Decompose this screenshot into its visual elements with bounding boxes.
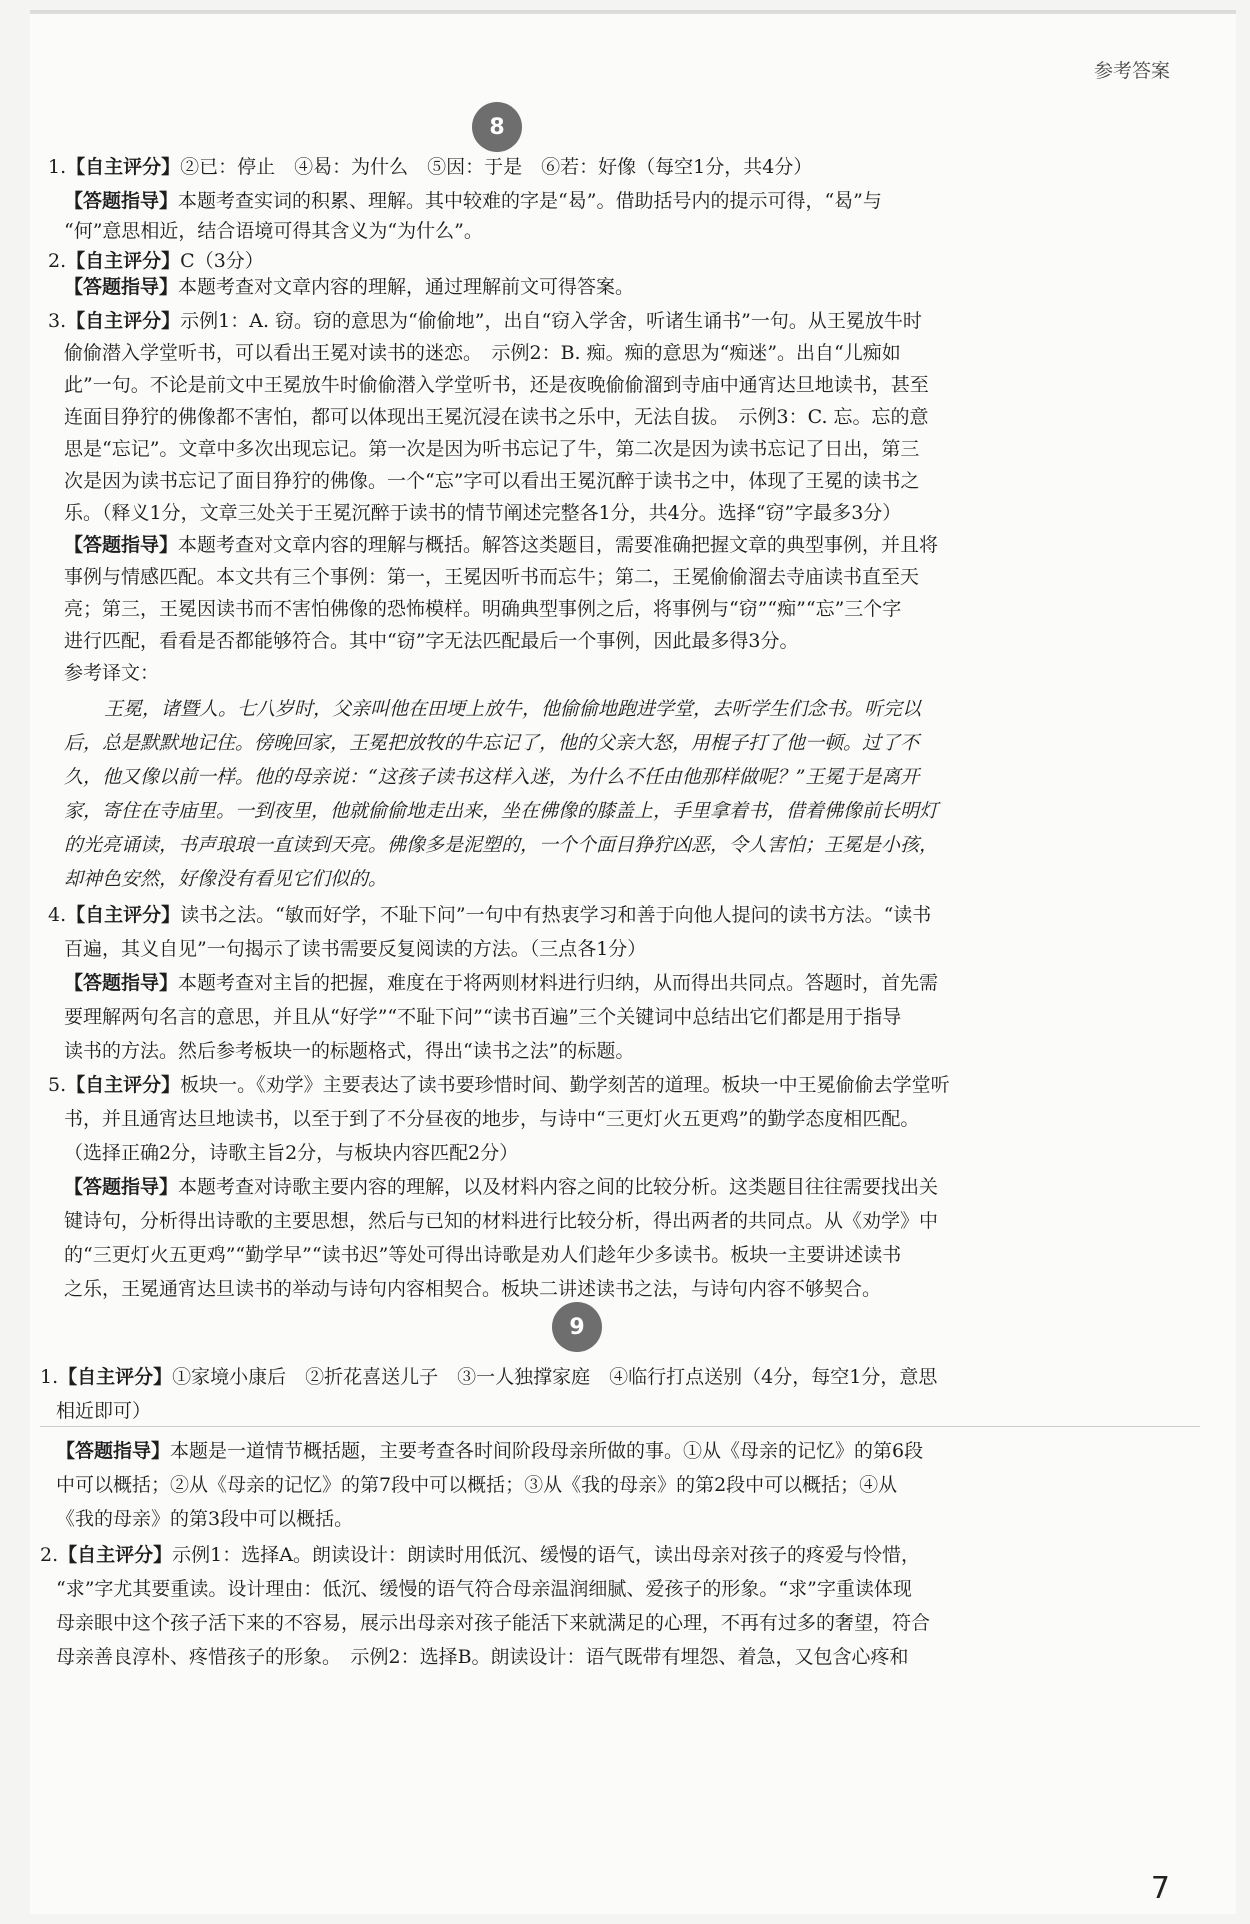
text-line: 母亲眼中这个孩子活下来的不容易，展示出母亲对孩子能活下来就满足的心理，不再有过多的奢望，符合 [56, 1612, 931, 1634]
self-score-text: C（3分） [180, 250, 264, 272]
q4-score-line [48, 900, 931, 927]
translation-line: 家，寄住在寺庙里。一到夜里，他就偷偷地走出来，坐在佛像的膝盖上，手里拿着书，借着佛像前长明灯 [64, 800, 939, 822]
guide-tag: 【答题指导】 [64, 1176, 179, 1198]
translation-line: 王冕，诸暨人。七八岁时，父亲叫他在田埂上放牛，他偷偷地跑进学堂，去听学生们念书。听完以 [104, 698, 922, 720]
text-line: 读书的方法。然后参考板块一的标题格式，得出“读书之法”的标题。 [64, 1040, 635, 1062]
q2-guide-line [64, 272, 634, 299]
text-line: 母亲善良淳朴、疼惜孩子的形象。 示例2：选择B。朗读设计：语气既带有埋怨、着急，又包含心疼和 [56, 1646, 909, 1668]
text-line: 进行匹配，看看是否都能够符合。其中“窃”字无法匹配最后一个事例，因此最多得3分。 [64, 630, 799, 652]
translation-line: 的光亮诵读，书声琅琅一直读到天亮。佛像多是泥塑的，一个个面目狰狞凶恶，令人害怕；王冕是小孩， [64, 834, 939, 856]
text-line: 偷偷潜入学堂听书，可以看出王冕对读书的迷恋。 示例2：B. 痴。痴的意思为“痴迷”。出自“儿痴如 [64, 342, 901, 364]
self-score-tag: 【自主评分】 [66, 250, 181, 272]
translation-line: 后，总是默默地记住。傍晚回家，王冕把放牧的牛忘记了，他的父亲大怒，用棍子打了他一顿。过了不 [64, 732, 920, 754]
self-score-text: 读书之法。“敏而好学，不耻下问”一句中有热衷学习和善于向他人提问的读书方法。“读书 [180, 904, 932, 926]
guide-tag: 【答题指导】 [64, 972, 179, 994]
question-number: 1. [40, 1366, 59, 1388]
self-score-text: 板块一。《劝学》主要表达了读书要珍惜时间、勤学刻苦的道理。板块一中王冕偷偷去学堂听 [180, 1074, 950, 1096]
text-line: “求”字尤其要重读。设计理由：低沉、缓慢的语气符合母亲温润细腻、爱孩子的形象。“求”字重读体现 [56, 1578, 912, 1600]
q4-guide-line [64, 968, 938, 995]
self-score-tag: 【自主评分】 [66, 156, 181, 178]
translation-line: 却神色安然，好像没有看见它们似的。 [64, 868, 388, 890]
text-line: 中可以概括；②从《母亲的记忆》的第7段中可以概括；③从《我的母亲》的第2段中可以概括；④从 [56, 1474, 898, 1496]
guide-text: 本题考查对文章内容的理解与概括。解答这类题目，需要准确把握文章的典型事例，并且将 [178, 534, 939, 556]
s9-q1-score-line [40, 1362, 937, 1389]
guide-tag: 【答题指导】 [64, 190, 179, 212]
guide-text-line: “何”意思相近，结合语境可得其含义为“为什么”。 [64, 220, 483, 242]
guide-text: 本题考查实词的积累、理解。其中较难的字是“曷”。借助括号内的提示可得，“曷”与 [178, 190, 882, 212]
q1-score-line [48, 152, 812, 179]
text-line: 书，并且通宵达旦地读书，以至于到了不分昼夜的地步，与诗中“三更灯火五更鸡”的勤学态度相匹配。 [64, 1108, 920, 1130]
self-score-text: ①家境小康后 ②折花喜送儿子 ③一人独撑家庭 ④临行打点送别（4分，每空1分，意思 [172, 1366, 938, 1388]
self-score-text: ②已：停止 ④曷：为什么 ⑤因：于是 ⑥若：好像（每空1分，共4分） [180, 156, 813, 178]
self-score-tag: 【自主评分】 [58, 1366, 173, 1388]
text-line: 要理解两句名言的意思，并且从“好学”“不耻下问”“读书百遍”三个关键词中总结出它们都是用于指导 [64, 1006, 902, 1028]
text-line: 百遍，其义自见”一句揭示了读书需要反复阅读的方法。（三点各1分） [64, 938, 647, 960]
question-number: 5. [48, 1074, 67, 1096]
guide-text: 本题考查对诗歌主要内容的理解，以及材料内容之间的比较分析。这类题目往往需要找出关 [178, 1176, 939, 1198]
self-score-tag: 【自主评分】 [66, 310, 181, 332]
s9-q1-guide-line [56, 1436, 923, 1463]
text-line: 亮；第三，王冕因读书而不害怕佛像的恐怖模样。明确典型事例之后，将事例与“窃”“痴”“忘”三个字 [64, 598, 902, 620]
text-line: 思是“忘记”。文章中多次出现忘记。第一次是因为听书忘记了牛，第二次是因为读书忘记了日出，第三 [64, 438, 920, 460]
self-score-text: 示例1：A. 窃。窃的意思为“偷偷地”，出自“窃入学舍，听诸生诵书”一句。从王冕放牛时 [180, 310, 922, 332]
question-number: 1. [48, 156, 67, 178]
self-score-tag: 【自主评分】 [66, 904, 181, 926]
page-number: 7 [1150, 1871, 1170, 1906]
reference-translation-label: 参考译文： [64, 662, 160, 684]
text-line: 事例与情感匹配。本文共有三个事例：第一，王冕因听书而忘牛；第二，王冕偷偷溜去寺庙读书直至天 [64, 566, 920, 588]
question-number: 2. [40, 1544, 59, 1566]
question-number: 3. [48, 310, 67, 332]
guide-tag: 【答题指导】 [64, 534, 179, 556]
question-number: 4. [48, 904, 67, 926]
text-line: 次是因为读书忘记了面目狰狞的佛像。一个“忘”字可以看出王冕沉醉于读书之中，体现了王冕的读书之 [64, 470, 920, 492]
text-line: 《我的母亲》的第3段中可以概括。 [56, 1508, 354, 1530]
q1-guide-line [64, 186, 882, 213]
text-line: 的“三更灯火五更鸡”“勤学早”“读书迟”等处可得出诗歌是劝人们趁年少多读书。板块一主要讲述读书 [64, 1244, 902, 1266]
text-line: 此”一句。不论是前文中王冕放牛时偷偷潜入学堂听书，还是夜晚偷偷溜到寺庙中通宵达旦地读书，甚至 [64, 374, 929, 396]
question-number: 2. [48, 250, 67, 272]
self-score-tag: 【自主评分】 [58, 1544, 173, 1566]
guide-text: 本题考查对文章内容的理解，通过理解前文可得答案。 [178, 276, 635, 298]
guide-tag: 【答题指导】 [56, 1440, 171, 1462]
q2-score-line [48, 246, 264, 273]
guide-tag: 【答题指导】 [64, 276, 179, 298]
q5-score-line [48, 1070, 950, 1097]
text-line: （选择正确2分，诗歌主旨2分，与板块内容匹配2分） [64, 1142, 519, 1164]
q5-guide-line [64, 1172, 938, 1199]
section-9-badge: 9 [552, 1302, 602, 1352]
q3-score-line [48, 306, 922, 333]
q3-guide-line [64, 530, 938, 557]
self-score-text: 示例1：选择A。朗读设计：朗读时用低沉、缓慢的语气，读出母亲对孩子的疼爱与怜惜， [172, 1544, 920, 1566]
text-line: 连面目狰狞的佛像都不害怕，都可以体现出王冕沉浸在读书之乐中，无法自拔。 示例3：C. 忘。忘的意 [64, 406, 929, 428]
page-header-title: 参考答案 [1093, 60, 1170, 82]
section-8-badge: 8 [472, 102, 522, 152]
text-line: 乐。（释义1分，文章三处关于王冕沉醉于读书的情节阐述完整各1分，共4分。选择“窃”字最多3分） [64, 502, 902, 524]
text-line: 相近即可） [56, 1400, 152, 1422]
text-line: 之乐，王冕通宵达旦读书的举动与诗句内容相契合。板块二讲述读书之法，与诗句内容不够契合。 [64, 1278, 882, 1300]
text-line: 键诗句，分析得出诗歌的主要思想，然后与已知的材料进行比较分析，得出两者的共同点。从《劝学》中 [64, 1210, 939, 1232]
translation-line: 久，他又像以前一样。他的母亲说：“这孩子读书这样入迷，为什么不任由他那样做呢？”王冕于是离开 [64, 766, 920, 788]
divider [40, 1426, 1200, 1427]
s9-q2-score-line [40, 1540, 920, 1567]
guide-text: 本题是一道情节概括题，主要考查各时间阶段母亲所做的事。①从《母亲的记忆》的第6段 [170, 1440, 924, 1462]
self-score-tag: 【自主评分】 [66, 1074, 181, 1096]
guide-text: 本题考查对主旨的把握，难度在于将两则材料进行归纳，从而得出共同点。答题时，首先需 [178, 972, 939, 994]
